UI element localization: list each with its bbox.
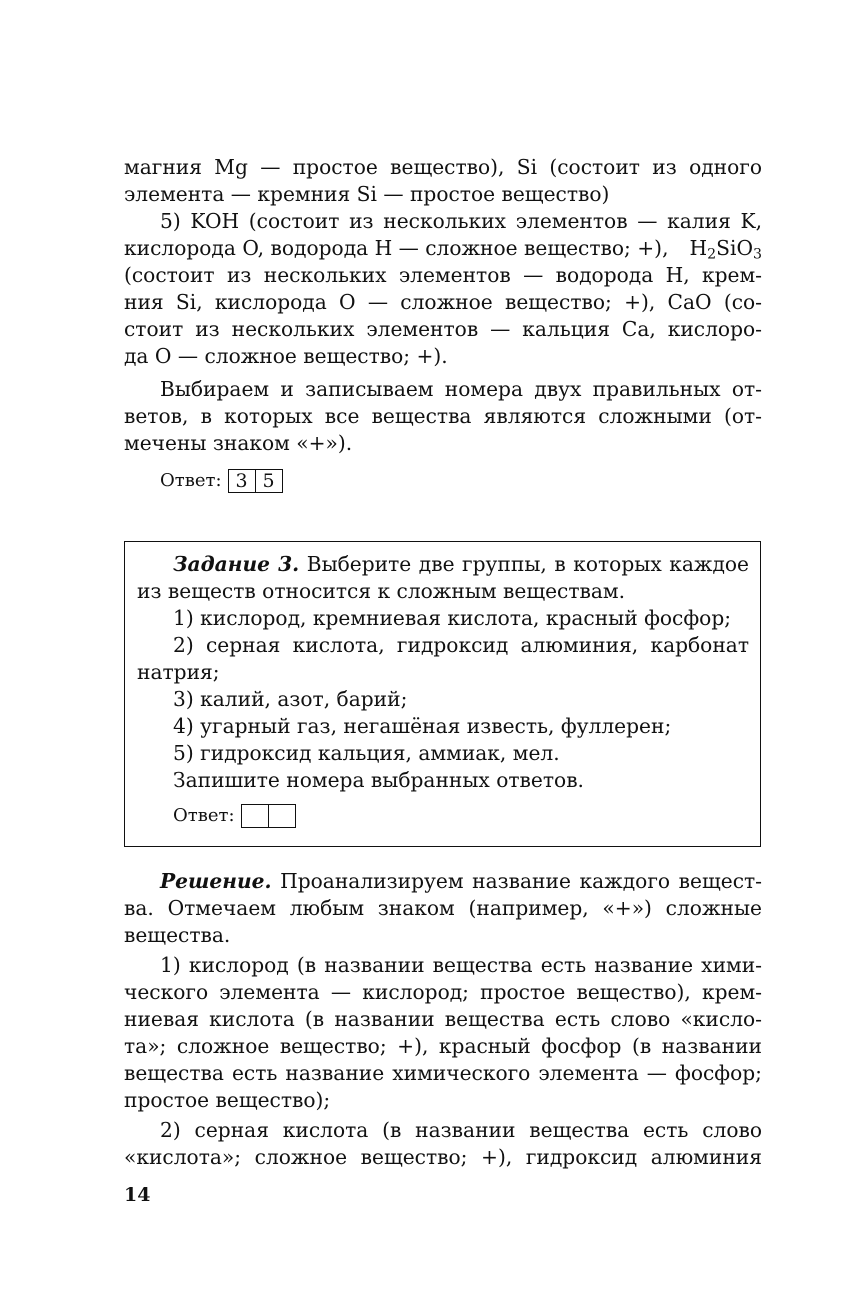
task-box: [124, 541, 761, 847]
instruction-line: Запишите номера выбранных ответов.: [173, 768, 584, 792]
text-line: да O — сложное вещество; +).: [124, 344, 448, 368]
text-line: 1) кислород (в названии вещества есть название хими-: [160, 953, 762, 977]
solution-title: Решение.: [160, 869, 272, 893]
text-line: вещества есть название химического элемента — фосфор;: [124, 1061, 762, 1085]
answer-cell-empty: [242, 805, 268, 827]
answer-cell: 3: [235, 470, 248, 492]
text-line: стоит из нескольких элементов — кальция Ca, кислоро-: [124, 317, 762, 341]
text-fragment: Выберите две группы, в которых каждое: [299, 552, 749, 576]
task-title: Задание 3.: [173, 552, 300, 576]
text-line: магния Mg — простое вещество), Si (состоит из одного: [124, 155, 762, 179]
text-line: ва. Отмечаем любым знаком (например, «+») сложные: [124, 896, 762, 920]
answer-row: [160, 469, 283, 493]
answer-label: Ответ:: [173, 805, 235, 826]
option-line: 1) кислород, кремниевая кислота, красный фосфор;: [173, 606, 732, 630]
answer-cell-empty: [268, 805, 295, 827]
text-line: натрия;: [137, 660, 220, 684]
answer-cells: [241, 804, 296, 828]
answer-cells: [228, 469, 283, 493]
task-answer-row: [173, 804, 296, 828]
text-line: [124, 235, 762, 262]
solution-heading-line: [124, 868, 762, 895]
text-line: вещества.: [124, 923, 231, 947]
text-line: ветов, в которых все вещества являются сложными (от-: [124, 404, 762, 428]
text-line: ниевая кислота (в названии вещества есть слово «кисло-: [124, 1007, 762, 1031]
option-line: 4) угарный газ, негашёная известь, фуллерен;: [173, 714, 672, 738]
page-number: 14: [124, 1184, 151, 1206]
formula-h2sio3: $H_2SiO_3$: [689, 236, 762, 262]
text-line: (состоит из нескольких элементов — водорода H, крем-: [124, 263, 762, 287]
option-line: 5) гидроксид кальция, аммиак, мел.: [173, 741, 560, 765]
answer-label: Ответ:: [160, 470, 222, 491]
answer-cell: 5: [255, 470, 282, 492]
text-line: 5) KOH (состоит из нескольких элементов — калия K,: [160, 209, 762, 233]
text-line: Выбираем и записываем номера двух правильных от-: [160, 377, 762, 401]
text-line: та»; сложное вещество; +), красный фосфор (в названии: [124, 1034, 762, 1058]
text-line: «кислота»; сложное вещество; +), гидроксид алюминия: [124, 1145, 762, 1169]
text-line: простое вещество);: [124, 1088, 331, 1112]
text-fragment: Проанализируем название каждого вещест-: [271, 869, 762, 893]
text-line: 2) серная кислота (в названии вещества есть слово: [160, 1118, 762, 1142]
option-line: 2) серная кислота, гидроксид алюминия, карбонат: [173, 633, 749, 657]
task-heading-line: [137, 551, 749, 578]
text-line: элемента — кремния Si — простое вещество): [124, 182, 610, 206]
text-line: из веществ относится к сложным веществам.: [137, 579, 626, 603]
text-line: мечены знаком «+»).: [124, 431, 353, 455]
text-line: ния Si, кислорода O — сложное вещество; +), CaO (со-: [124, 290, 762, 314]
text-fragment: кислорода O, водорода H — сложное вещество; +),: [124, 236, 675, 260]
option-line: 3) калий, азот, барий;: [173, 687, 408, 711]
text-line: ческого элемента — кислород; простое вещество), крем-: [124, 980, 762, 1004]
